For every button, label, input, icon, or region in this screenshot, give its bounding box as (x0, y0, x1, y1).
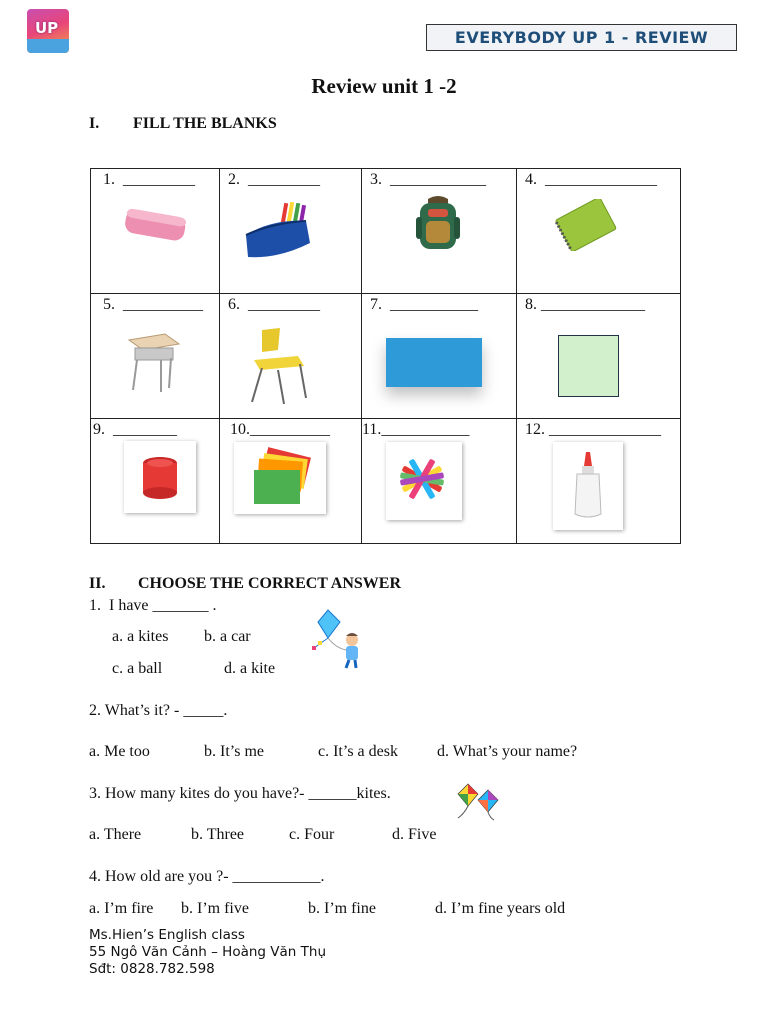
logo-sky (27, 39, 69, 53)
q3-option-a[interactable]: a. There (89, 826, 142, 843)
q4-option-d[interactable]: d. I’m fine years old (435, 900, 566, 917)
glue-card (553, 442, 623, 530)
notebook-icon (549, 199, 621, 251)
q2-option-d[interactable]: d. What’s your name? (437, 743, 578, 760)
everybody-up-logo (27, 9, 69, 53)
q2-option-b[interactable]: b. It’s me (204, 743, 264, 760)
section-1-heading (89, 115, 277, 133)
grid-cell-4 (517, 169, 681, 294)
blank-label-12[interactable]: 12. ______________ (525, 421, 661, 438)
question-1: 1. I have _______ . (89, 597, 217, 614)
q1-option-a[interactable]: a. a kites (112, 628, 169, 645)
section-2-number: II. (89, 575, 106, 592)
grid-cell-9 (91, 419, 220, 544)
blank-label-3[interactable]: 3. ____________ (370, 171, 486, 188)
section-2-heading (89, 575, 401, 593)
section-1-number: I. (89, 115, 100, 132)
grid-cell-3 (362, 169, 517, 294)
grid-cell-5 (91, 294, 220, 419)
blank-label-4[interactable]: 4. ______________ (525, 171, 657, 188)
paint-pot-icon (124, 441, 196, 513)
grid-cell-8 (517, 294, 681, 419)
blank-label-7[interactable]: 7. ___________ (370, 296, 478, 313)
logo-text: UP (35, 19, 59, 37)
blank-label-6[interactable]: 6. _________ (228, 296, 320, 313)
page-title: Review unit 1 -2 (311, 74, 457, 98)
blank-label-9[interactable]: 9. ________ (93, 421, 177, 438)
section-1-title: FILL THE BLANKS (133, 115, 277, 132)
grid-cell-11 (362, 419, 517, 544)
section-2-title: CHOOSE THE CORRECT ANSWER (138, 575, 402, 592)
eraser-icon (119, 203, 191, 249)
blank-label-11[interactable]: 11.___________ (362, 421, 470, 438)
q1-option-c[interactable]: c. a ball (112, 660, 163, 677)
footer-phone: Sđt: 0828.782.598 (89, 961, 215, 977)
crayons-card (386, 442, 462, 520)
blank-label-10[interactable]: 10.__________ (230, 421, 330, 438)
green-square-shape (558, 335, 619, 397)
q4-option-a[interactable]: a. I’m fire (89, 900, 154, 917)
grid-cell-7 (362, 294, 517, 419)
footer-address: 55 Ngô Văn Cảnh – Hoàng Văn Thụ (89, 944, 327, 960)
q3-option-d[interactable]: d. Five (392, 826, 437, 843)
grid-cell-12 (517, 419, 681, 544)
pencil-case-icon (242, 199, 312, 261)
q1-option-b[interactable]: b. a car (204, 628, 251, 645)
chair-icon (248, 326, 312, 406)
q4-option-c[interactable]: b. I’m fine (308, 900, 376, 917)
vocabulary-grid (90, 168, 681, 544)
q3-option-b[interactable]: b. Three (191, 826, 245, 843)
course-badge: EVERYBODY UP 1 - REVIEW (426, 24, 737, 51)
blank-label-1[interactable]: 1. _________ (103, 171, 195, 188)
colored-paper-icon (234, 442, 326, 514)
grid-cell-10 (220, 419, 362, 544)
footer-class-name: Ms.Hien’s English class (89, 927, 245, 943)
grid-cell-2 (220, 169, 362, 294)
blank-label-5[interactable]: 5. __________ (103, 296, 203, 313)
paint-pot-card (124, 441, 196, 513)
q4-option-b[interactable]: b. I’m five (181, 900, 249, 917)
grid-cell-1 (91, 169, 220, 294)
blue-rectangle-shape (386, 338, 482, 387)
grid-cell-6 (220, 294, 362, 419)
glue-bottle-icon (553, 442, 623, 530)
question-2: 2. What’s it? - _____. (89, 702, 228, 719)
backpack-icon (414, 195, 462, 253)
blank-label-8[interactable]: 8. _____________ (525, 296, 645, 313)
q1-option-d[interactable]: d. a kite (224, 660, 276, 677)
q2-option-a[interactable]: a. Me too (89, 743, 150, 760)
question-3: 3. How many kites do you have?- ______kites. (89, 785, 391, 802)
blank-label-2[interactable]: 2. _________ (228, 171, 320, 188)
kites-icon (454, 782, 500, 822)
paper-card (234, 442, 326, 514)
q3-option-c[interactable]: c. Four (289, 826, 335, 843)
crayons-icon (386, 442, 462, 520)
kid-flying-kite-icon (306, 608, 368, 672)
q2-option-c[interactable]: c. It’s a desk (318, 743, 398, 760)
question-4: 4. How old are you ?- ___________. (89, 868, 325, 885)
school-desk-icon (125, 330, 181, 396)
